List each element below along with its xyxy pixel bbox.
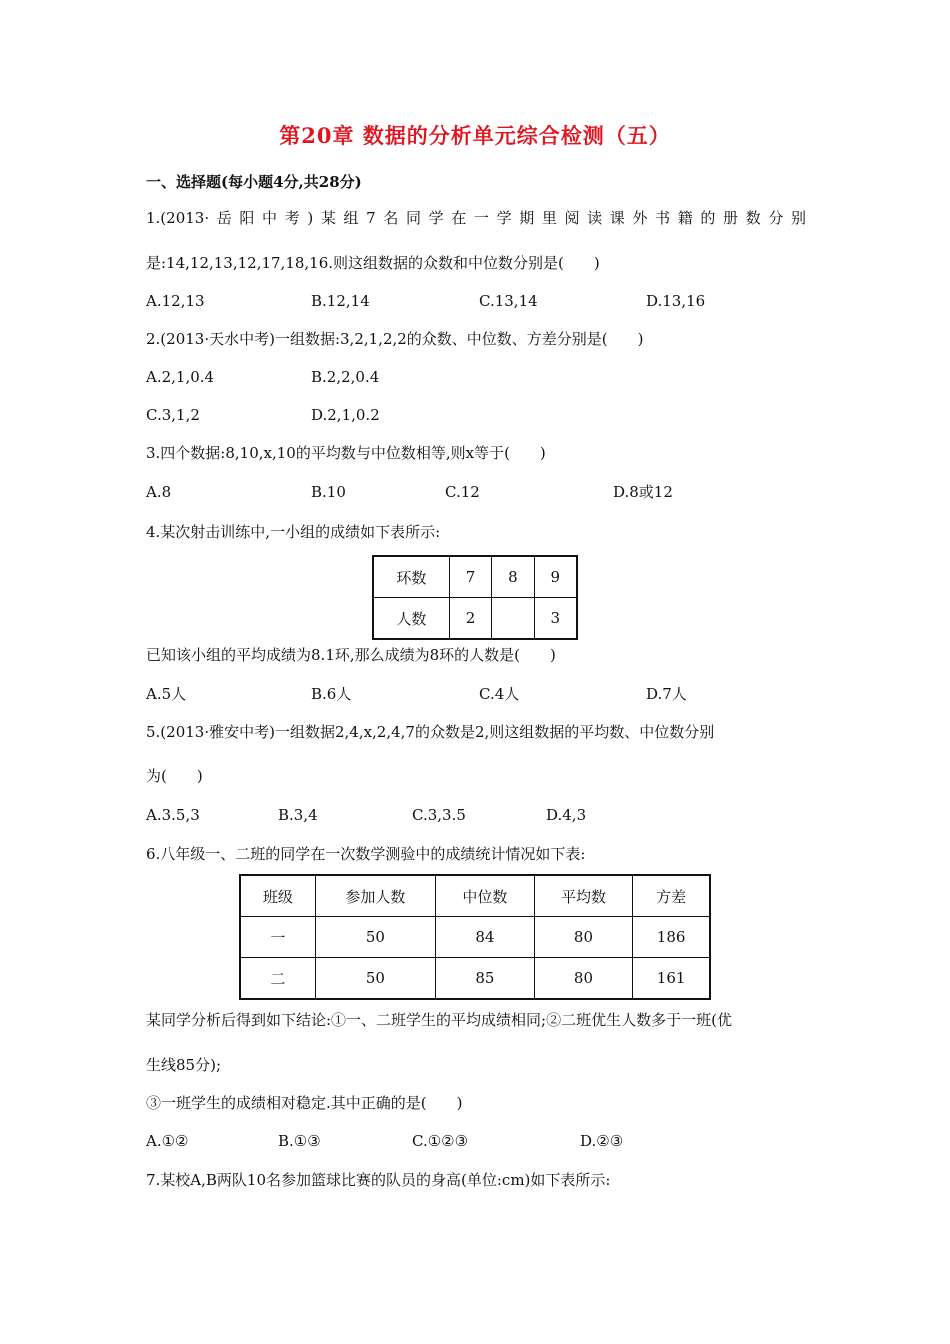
q1-option-c: C.13,14 [479,292,538,310]
q1-option-d: D.13,16 [646,292,706,310]
q3-option-d: D.8或12 [613,483,673,501]
table-cell: 80 [534,917,633,958]
q5-stem-line1: 5.(2013·雅安中考)一组数据2,4,x,2,4,7的众数是2,则这组数据的平均数、中位数分别 [146,723,715,741]
q4-option-d: D.7人 [646,685,687,703]
q5-option-b: B.3,4 [278,806,318,824]
q6-question: ③一班学生的成绩相对稳定.其中正确的是( ) [146,1094,463,1112]
q2-option-c: C.3,1,2 [146,406,200,424]
shooting-score-table [372,555,578,640]
q7-stem: 7.某校A,B两队10名参加篮球比赛的队员的身高(单位:cm)如下表所示: [146,1171,611,1189]
table-cell: 80 [534,958,633,1000]
table-cell: 50 [315,958,435,1000]
section-heading: 一、选择题(每小题4分,共28分) [146,173,362,191]
document-title: 第20章 数据的分析单元综合检测（五） [279,123,671,148]
table-cell [492,598,534,640]
table-header-cell: 平均数 [534,875,633,917]
q6-option-a: A.①② [146,1132,189,1150]
q4-option-b: B.6人 [311,685,352,703]
table-header-cell: 班级 [240,875,315,917]
table-cell: 85 [436,958,535,1000]
table-header-cell: 中位数 [436,875,535,917]
q3-stem: 3.四个数据:8,10,x,10的平均数与中位数相等,则x等于( ) [146,444,546,462]
q3-option-c: C.12 [445,483,480,501]
q6-option-c: C.①②③ [412,1132,469,1150]
q2-option-b: B.2,2,0.4 [311,368,380,386]
q1-stem-line2: 是:14,12,13,12,17,18,16.则这组数据的众数和中位数分别是( ) [146,254,600,272]
table-cell: 3 [534,598,577,640]
q4-option-c: C.4人 [479,685,520,703]
q6-conclusion-line1: 某同学分析后得到如下结论:①一、二班学生的平均成绩相同;②二班优生人数多于一班(优 [146,1011,732,1029]
table-row [240,875,710,917]
q6-option-d: D.②③ [580,1132,624,1150]
q5-option-a: A.3.5,3 [146,806,200,824]
q5-option-c: C.3,3.5 [412,806,466,824]
table-cell: 84 [436,917,535,958]
table-row [240,958,710,1000]
table-row [373,556,577,598]
q3-option-b: B.10 [311,483,346,501]
table-cell: 8 [492,556,534,598]
class-stats-table [239,874,711,1000]
q1-option-a: A.12,13 [146,292,205,310]
q3-option-a: A.8 [146,483,172,501]
table-row [373,598,577,640]
q2-option-a: A.2,1,0.4 [146,368,215,386]
q4-option-a: A.5人 [146,685,187,703]
table-header-cell: 方差 [633,875,710,917]
q4-question: 已知该小组的平均成绩为8.1环,那么成绩为8环的人数是( ) [146,646,556,664]
table-cell: 环数 [373,556,449,598]
table-row [240,917,710,958]
q1-option-b: B.12,14 [311,292,370,310]
q1-stem-line1: 1.(2013·岳阳中考)某组7名同学在一学期里阅读课外书籍的册数分别 [146,209,806,227]
table-cell: 161 [633,958,710,1000]
q2-option-d: D.2,1,0.2 [311,406,380,424]
q6-stem: 6.八年级一、二班的同学在一次数学测验中的成绩统计情况如下表: [146,845,586,863]
table-cell: 9 [534,556,577,598]
q6-conclusion-line2: 生线85分); [146,1056,221,1074]
table-cell: 2 [449,598,491,640]
q4-stem: 4.某次射击训练中,一小组的成绩如下表所示: [146,523,441,541]
table-header-cell: 参加人数 [315,875,435,917]
q5-option-d: D.4,3 [546,806,587,824]
table-cell: 186 [633,917,710,958]
table-cell: 二 [240,958,315,1000]
table-cell: 一 [240,917,315,958]
q5-stem-line2: 为( ) [146,767,203,785]
table-cell: 人数 [373,598,449,640]
table-cell: 50 [315,917,435,958]
q6-option-b: B.①③ [278,1132,321,1150]
q2-stem: 2.(2013·天水中考)一组数据:3,2,1,2,2的众数、中位数、方差分别是( ) [146,330,644,348]
table-cell: 7 [449,556,491,598]
